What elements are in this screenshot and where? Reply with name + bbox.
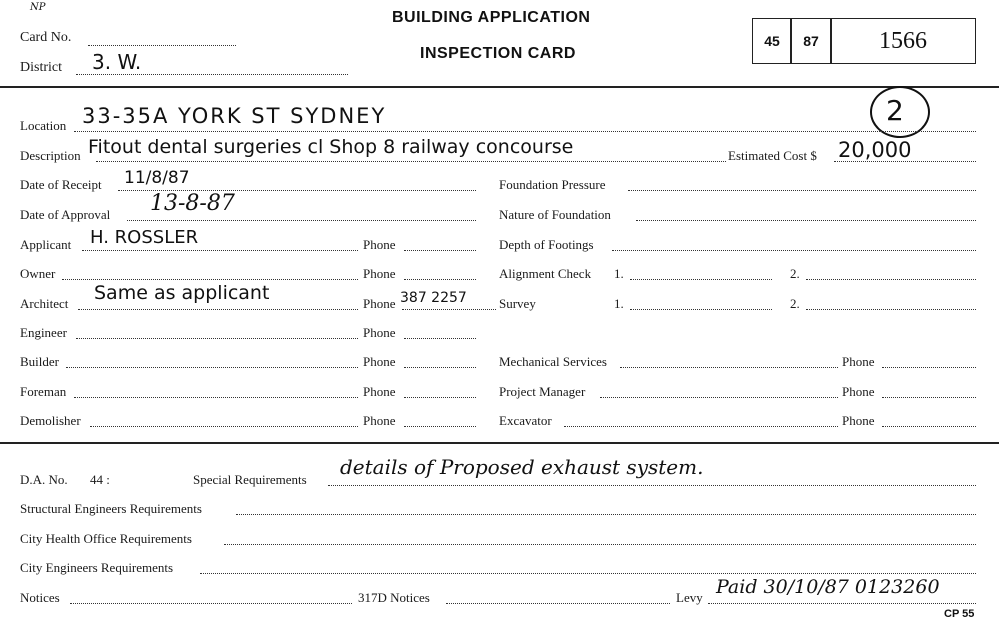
description-value: Fitout dental surgeries cl Shop 8 railway concourse [88,136,574,158]
box-1-value: 45 [764,33,780,49]
date-receipt-label: Date of Receipt [20,177,102,192]
da-no-label: D.A. No. [20,472,68,487]
architect-line [78,309,358,310]
special-req-line [328,485,976,486]
demolisher-phone-line [404,426,476,427]
owner-label: Owner [20,266,56,281]
architect-phone-label: Phone [363,296,396,311]
foundation-pressure-label: Foundation Pressure [499,177,606,192]
location-value: 33-35A YORK ST SYDNEY [82,104,387,128]
engineer-phone-label: Phone [363,325,396,340]
foreman-line [74,397,358,398]
card-number: 1566 [879,27,927,54]
notices-317d-label: 317D Notices [358,590,430,605]
location-label: Location [20,118,67,133]
architect-phone-value: 387 2257 [400,290,467,306]
survey-num-2: 2. [790,296,800,311]
project-manager-label: Project Manager [499,384,586,399]
notices-label: Notices [20,590,60,605]
architect-value: Same as applicant [94,282,270,304]
city-eng-label: City Engineers Requirements [20,560,174,575]
estimated-cost-value: 20,000 [838,138,912,162]
box-2 [790,18,832,64]
builder-phone-label: Phone [363,354,396,369]
depth-footings-label: Depth of Footings [499,237,594,252]
mechanical-label: Mechanical Services [499,354,607,369]
location-line [74,131,976,132]
district-line [76,74,348,75]
city-eng-line [200,573,976,574]
date-approval-line [127,220,476,221]
alignment-num-1: 1. [614,266,624,281]
district-value: 3. W. [92,50,142,74]
mechanical-phone-line [882,367,976,368]
special-req-value: details of Proposed exhaust system. [340,455,704,479]
architect-phone-line [402,309,496,310]
header-divider [0,86,999,88]
date-approval-label: Date of Approval [20,207,111,222]
owner-phone-label: Phone [363,266,396,281]
project-manager-line [600,397,838,398]
nature-foundation-line [636,220,976,221]
owner-line [62,279,358,280]
excavator-line [564,426,838,427]
project-manager-phone-line [882,397,976,398]
demolisher-phone-label: Phone [363,413,396,428]
builder-label: Builder [20,354,59,369]
alignment-check-label: Alignment Check [499,266,592,281]
engineer-label: Engineer [20,325,67,340]
district-label: District [20,60,62,75]
applicant-phone-line [404,250,476,251]
card-no-label: Card No. [20,30,72,45]
alignment-line-2 [806,279,976,280]
card-no-line [88,45,236,46]
levy-value: Paid 30/10/87 0123260 [716,576,940,598]
box-1 [752,18,792,64]
applicant-phone-label: Phone [363,237,396,252]
mechanical-line [620,367,838,368]
title-line-2: INSPECTION CARD [420,45,576,62]
da-no-value: 44 : [90,472,110,487]
builder-phone-line [404,367,476,368]
special-req-label: Special Requirements [193,472,307,487]
corner-note: NP [30,2,46,13]
applicant-line [82,250,358,251]
applicant-value: H. ROSSLER [90,227,199,248]
foreman-phone-line [404,397,476,398]
excavator-phone-label: Phone [842,413,875,428]
excavator-phone-line [882,426,976,427]
mechanical-phone-label: Phone [842,354,875,369]
box-2-value: 87 [803,33,819,49]
survey-line-1 [630,309,772,310]
date-receipt-value: 11/8/87 [124,168,190,188]
owner-phone-line [404,279,476,280]
demolisher-label: Demolisher [20,413,81,428]
date-approval-value: 13-8-87 [150,191,235,216]
alignment-line-1 [630,279,772,280]
circled-number-value: 2 [886,94,904,127]
health-line [224,544,976,545]
card-number-box [830,18,976,64]
survey-num-1: 1. [614,296,624,311]
depth-footings-line [612,250,976,251]
engineer-line [76,338,358,339]
engineer-phone-line [404,338,476,339]
health-label: City Health Office Requirements [20,531,192,546]
title-line-1: BUILDING APPLICATION [392,9,591,26]
description-line [96,161,726,162]
notices-line [70,603,352,604]
notices-317d-line [446,603,670,604]
project-manager-phone-label: Phone [842,384,875,399]
builder-line [66,367,358,368]
form-code: CP 55 [944,608,975,620]
structural-label: Structural Engineers Requirements [20,501,202,516]
structural-line [236,514,976,515]
applicant-label: Applicant [20,237,72,252]
survey-label: Survey [499,296,536,311]
excavator-label: Excavator [499,413,552,428]
foreman-label: Foreman [20,384,67,399]
foundation-pressure-line [628,190,976,191]
alignment-num-2: 2. [790,266,800,281]
nature-foundation-label: Nature of Foundation [499,207,611,222]
demolisher-line [90,426,358,427]
estimated-cost-label: Estimated Cost $ [728,148,817,163]
survey-line-2 [806,309,976,310]
foreman-phone-label: Phone [363,384,396,399]
architect-label: Architect [20,296,69,311]
description-label: Description [20,148,81,163]
section-divider [0,442,999,444]
levy-label: Levy [676,590,703,605]
levy-line [708,603,976,604]
